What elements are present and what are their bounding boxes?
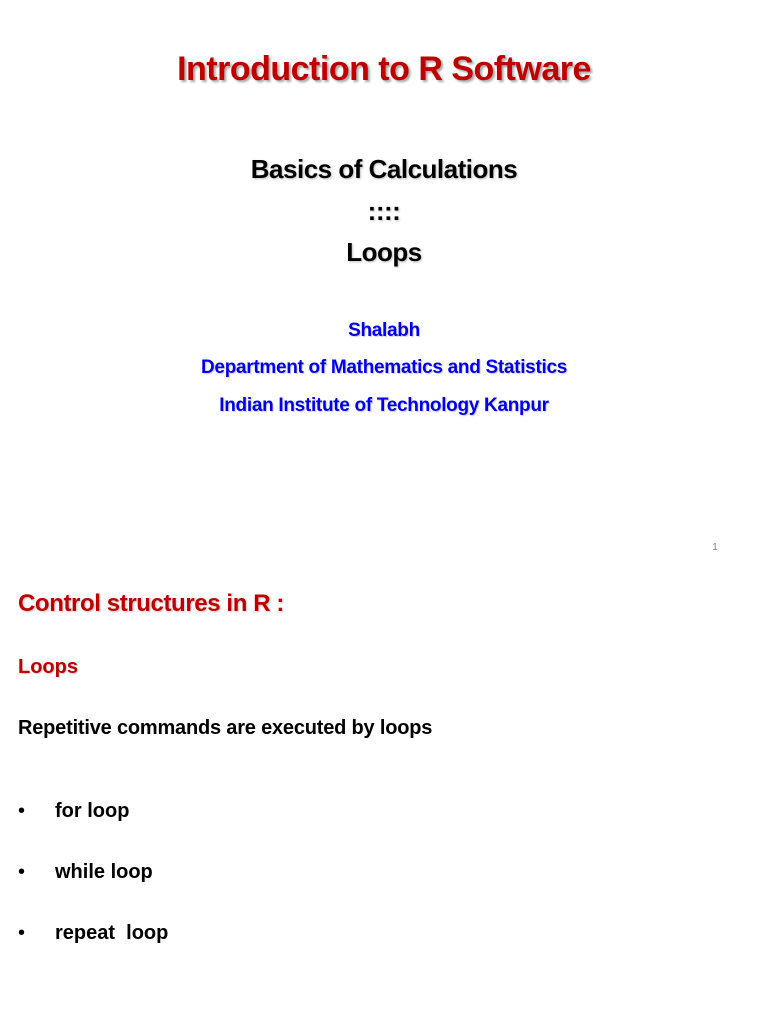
subtitle-line-1: Basics of Calculations	[250, 154, 518, 184]
body-text: Repetitive commands are executed by loops	[18, 717, 433, 739]
subtitle-separator: ::::	[367, 196, 401, 226]
list-item-text: for loop	[55, 800, 130, 822]
author-name: Shalabh	[348, 320, 420, 341]
subtitle-line-3: Loops	[346, 237, 422, 267]
section-heading: Control structures in R :	[18, 590, 285, 617]
slide-title: Introduction to R Software	[177, 50, 591, 88]
section-subheading: Loops	[18, 656, 78, 678]
slide-2	[0, 570, 768, 1024]
bullet-icon: •	[18, 922, 26, 944]
page-number: 1	[712, 542, 718, 553]
author-institute: Indian Institute of Technology Kanpur	[219, 395, 549, 416]
list-item-text: repeat loop	[55, 922, 169, 944]
bullet-icon: •	[18, 800, 26, 822]
author-department: Department of Mathematics and Statistics	[201, 357, 567, 378]
bullet-icon: •	[18, 861, 26, 883]
list-item-text: while loop	[55, 861, 153, 883]
